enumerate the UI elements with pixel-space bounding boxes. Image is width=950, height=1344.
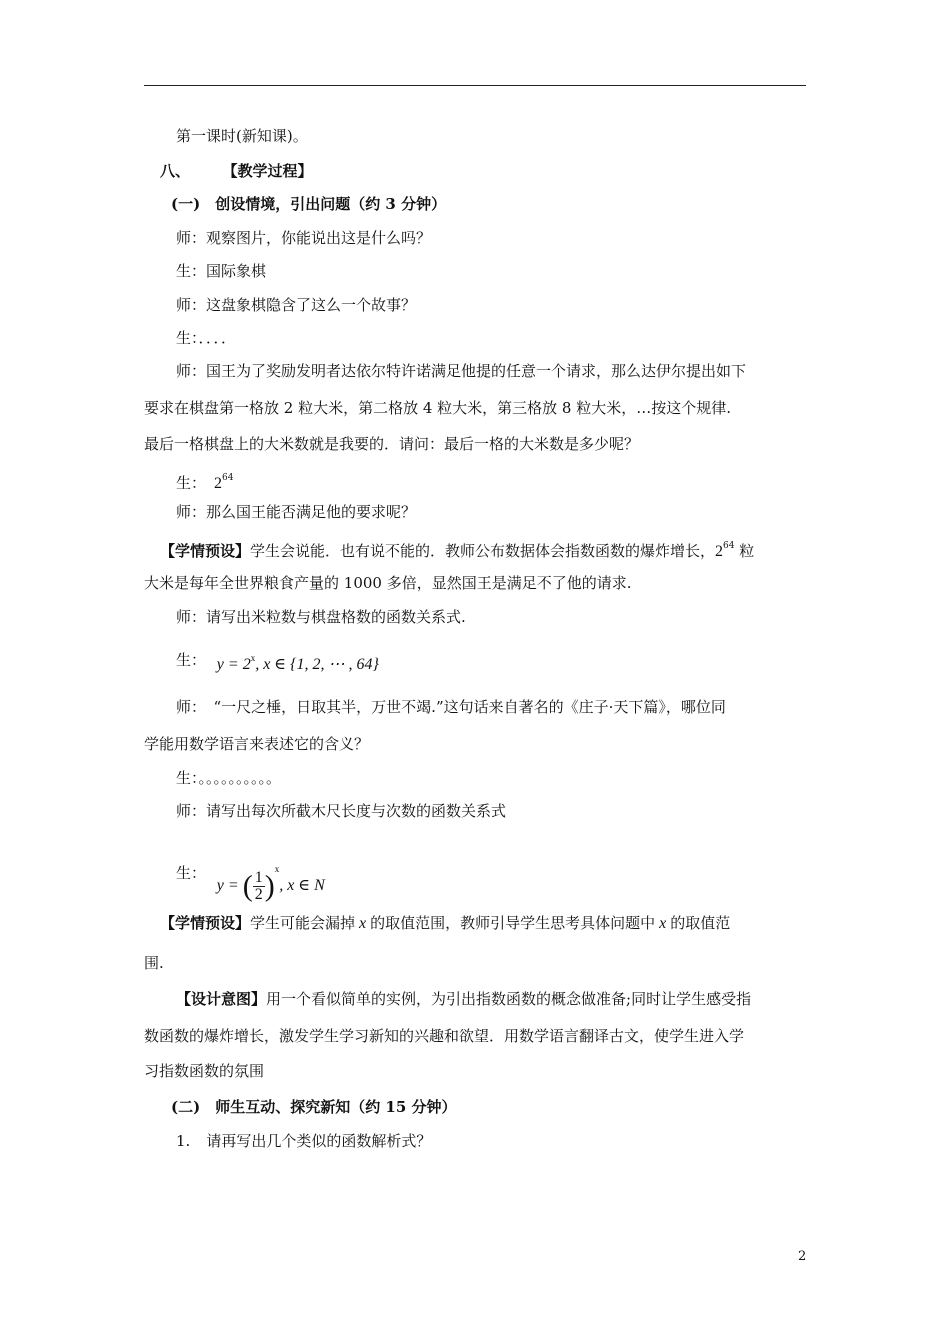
variable-x: x bbox=[659, 915, 667, 932]
fraction-numerator: 1 bbox=[254, 868, 263, 886]
formula-half-power: y = ( $\frac{1}{2}$ )$^x$, x ∈ N bbox=[216, 864, 325, 903]
item-number: 1. bbox=[176, 1132, 191, 1150]
formula-exponential bbox=[216, 653, 379, 673]
dialogue-line: 师：请写出每次所截木尺长度与次数的函数关系式 bbox=[176, 802, 507, 820]
dialogue-line: 师：那么国王能否满足他的要求呢？ bbox=[176, 503, 417, 521]
preset-line bbox=[160, 913, 730, 934]
paragraph-line: 最后一格棋盘上的大米数就是我要的．请问：最后一格的大米数是多少呢？ bbox=[144, 435, 640, 453]
section-eight-heading bbox=[160, 161, 313, 181]
design-intent-text: 用一个看似简单的实例，为引出指数函数的概念做准备;同时让学生感受指 bbox=[266, 990, 752, 1008]
preset-text: 的取值范 bbox=[670, 914, 731, 932]
dialogue-line: 师： “一尺之棰，日取其半，万世不竭.”这句话来自著名的《庄子·天下篇》，哪位同 bbox=[176, 698, 726, 716]
dialogue-line: 生：国际象棋 bbox=[176, 262, 267, 280]
design-intent-line bbox=[176, 989, 751, 1009]
formula-line bbox=[176, 648, 379, 675]
paragraph-line: 数函数的爆炸增长，激发学生学习新知的兴趣和欲望．用数学语言翻译古文，使学生进入学 bbox=[144, 1027, 745, 1045]
variable-x: x bbox=[359, 915, 367, 932]
paragraph-line: 要求在棋盘第一格放 2 粒大米，第二格放 4 粒大米，第三格放 8 粒大米，…按这个规律. bbox=[144, 399, 732, 417]
power-exponent: 64 bbox=[723, 541, 735, 551]
preset-text: 学生会说能．也有说不能的．教师公布数据体会指数函数的爆炸增长， bbox=[250, 542, 716, 560]
speaker-label: 生： bbox=[176, 651, 207, 669]
formula-part: , x ∈ {1, 2, ⋯ , 64} bbox=[255, 656, 379, 673]
item-text: 请再写出几个类似的函数解析式？ bbox=[206, 1132, 432, 1150]
preset-text: 学生可能会漏掉 bbox=[250, 914, 356, 932]
header-rule bbox=[144, 85, 806, 86]
answer-line bbox=[176, 468, 233, 494]
formula-line bbox=[176, 846, 325, 903]
preset-tag: 【学情预设】 bbox=[160, 914, 251, 932]
power-exponent: 64 bbox=[222, 473, 234, 483]
preset-text: 的取值范围，教师引导学生思考具体问题中 bbox=[370, 914, 656, 932]
numbered-item bbox=[176, 1131, 431, 1151]
speaker-label: 生： bbox=[176, 864, 207, 882]
preset-tag: 【学情预设】 bbox=[160, 542, 251, 560]
preset-line bbox=[160, 536, 754, 562]
formula-part: y = 2 bbox=[216, 656, 251, 673]
dialogue-line: 师：观察图片，你能说出这是什么吗？ bbox=[176, 229, 432, 247]
formula-part: y = bbox=[216, 877, 239, 894]
page-number: 2 bbox=[798, 1249, 807, 1264]
paragraph-line: 学能用数学语言来表述它的含义？ bbox=[144, 735, 370, 753]
paragraph-line: 习指数函数的氛围 bbox=[144, 1062, 265, 1080]
speaker-label: 生： bbox=[176, 474, 207, 492]
formula-exponent: x bbox=[274, 864, 280, 874]
formula-exponent: x bbox=[250, 653, 256, 663]
design-intent-tag: 【设计意图】 bbox=[176, 990, 267, 1008]
formula-part: , x ∈ N bbox=[279, 877, 325, 894]
paragraph-line: 围. bbox=[144, 954, 164, 972]
subsection-a-heading: (一) 创设情境，引出问题（约 3 分钟） bbox=[171, 195, 447, 213]
subsection-b-heading: (二) 师生互动、探究新知（约 15 分钟） bbox=[171, 1098, 457, 1116]
section-eight-number: 八、 bbox=[160, 162, 191, 180]
lesson-period-line: 第一课时(新知课)。 bbox=[176, 127, 308, 145]
power-base: 2 bbox=[715, 543, 724, 560]
power-base: 2 bbox=[214, 475, 223, 492]
paragraph-line: 大米是每年全世界粮食产量的 1000 多倍，显然国王是满足不了他的请求. bbox=[144, 574, 632, 592]
dialogue-line: 师：这盘象棋隐含了这么一个故事？ bbox=[176, 296, 417, 314]
dialogue-line: 师：国王为了奖励发明者达依尔特许诺满足他提的任意一个请求，那么达伊尔提出如下 bbox=[176, 362, 747, 380]
dialogue-line: 师：请写出米粒数与棋盘格数的函数关系式. bbox=[176, 608, 466, 626]
dialogue-line: 生：．．．． bbox=[176, 329, 237, 347]
dialogue-line: 生：。。。。。。。。。。 bbox=[176, 769, 282, 787]
fraction-denominator: 2 bbox=[254, 885, 263, 903]
section-eight-title: 【教学过程】 bbox=[222, 162, 313, 180]
preset-tail: 粒 bbox=[734, 542, 755, 560]
